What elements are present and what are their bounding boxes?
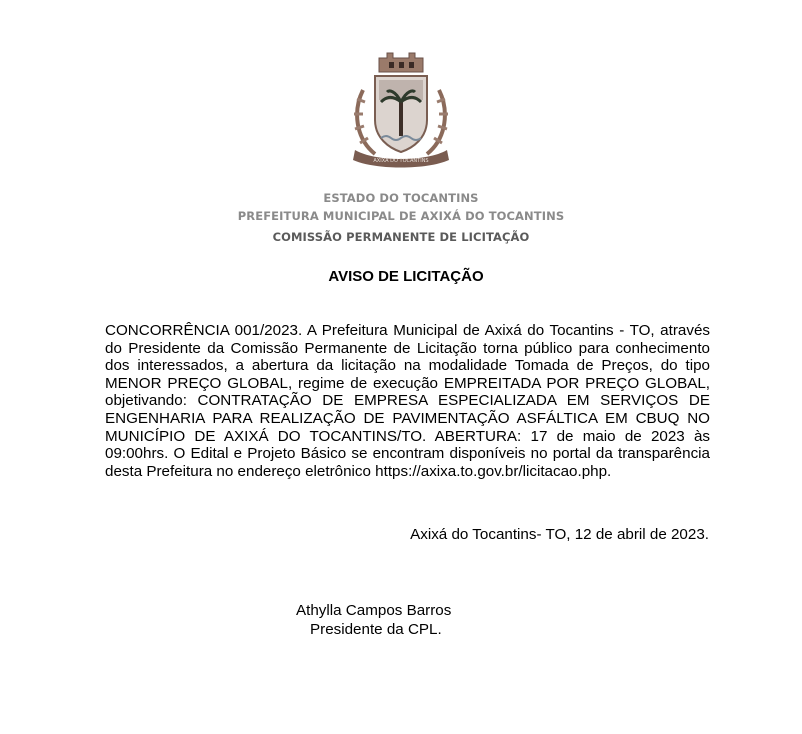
notice-title: AVISO DE LICITAÇÃO (328, 268, 484, 285)
notice-body: CONCORRÊNCIA 001/2023. A Prefeitura Municipal de Axixá do Tocantins - TO, através do Presidente da Comissão Permanente de Licitação torna público para conhecimento dos interessados, a abertura da licitação na modalidade Tomada de Preços, do tipo MENOR PREÇO GLOBAL, regime de execução EMPREITADA POR PREÇO GLOBAL, objetivando: CONTRATAÇÃO DE EMPRESA ESPECIALIZADA EM SERVIÇOS DE ENGENHARIA PARA REALIZAÇÃO DE PAVIMENTAÇÃO ASFÁLTICA EM CBUQ NO MUNICÍPIO DE AXIXÁ DO TOCANTINS/TO. ABERTURA: 17 de maio de 2023 às 09:00hrs. O Edital e Projeto Básico se encontram disponíveis no portal da transparência desta Prefeitura no endereço eletrônico https://axixa.to.gov.br/licitacao.php. (105, 322, 710, 480)
place-date: Axixá do Tocantins- TO, 12 de abril de 2023. (410, 526, 709, 543)
state-heading: ESTADO DO TOCANTINS (323, 191, 479, 205)
municipal-coat-of-arms-icon (345, 50, 457, 168)
signatory-name: Athylla Campos Barros (296, 602, 452, 619)
svg-text:AXIXÁ DO TOCANTINS: AXIXÁ DO TOCANTINS (373, 158, 429, 164)
commission-heading: COMISSÃO PERMANENTE DE LICITAÇÃO (272, 230, 530, 244)
prefecture-heading: PREFEITURA MUNICIPAL DE AXIXÁ DO TOCANTINS (237, 209, 565, 223)
signatory-role: Presidente da CPL. (310, 621, 442, 638)
